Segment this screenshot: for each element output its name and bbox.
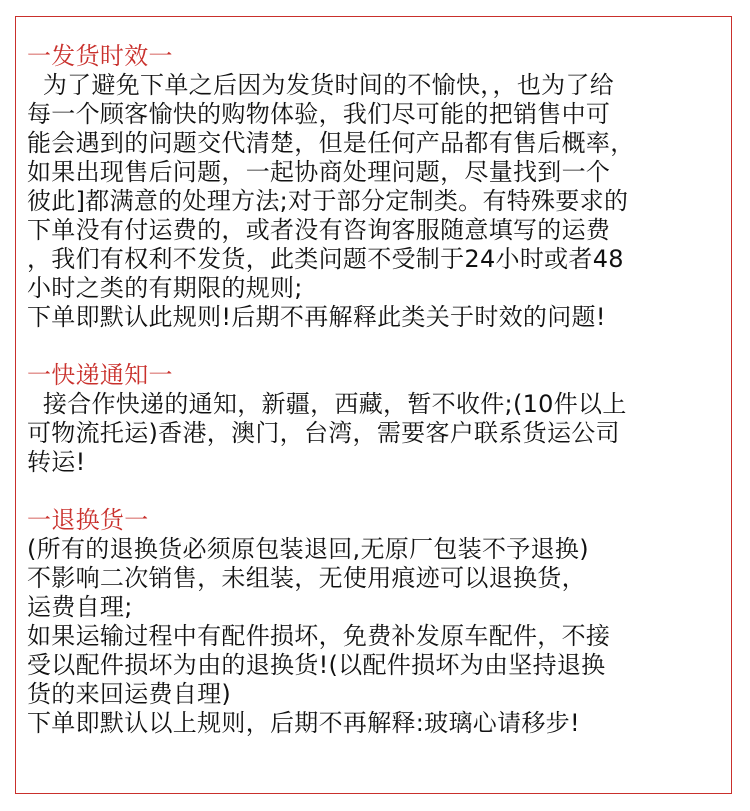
courier-text-line: 接合作快递的通知，新疆，西藏，暂不收件;(10件以上	[27, 390, 627, 418]
section-spacer	[27, 477, 727, 506]
returns-text-line: (所有的退换货必须原包装退回,无原厂包装不予退换)	[27, 535, 589, 563]
shipping-text-line: 为了避免下单之后因为发货时间的不愉快，，也为了给	[27, 71, 615, 99]
returns-text-line: 受以配件损坏为由的退换货!(以配件损坏为由坚持退换	[27, 651, 606, 679]
shipping-text-line: 能会遇到的问题交代清楚，但是任何产品都有售后概率，	[27, 129, 635, 157]
shipping-text-line: 如果出现售后问题，一起协商处理问题，尽量找到一个	[27, 158, 611, 186]
section-heading-shipping: 一发货时效一	[27, 42, 173, 70]
section-heading-courier: 一快递通知一	[27, 361, 173, 389]
shipping-text-line: 小时之类的有期限的规则;	[27, 274, 303, 302]
returns-text-line: 如果运输过程中有配件损坏，免费补发原车配件，不接	[27, 622, 611, 650]
returns-text-line: 货的来回运费自理)	[27, 680, 232, 708]
shipping-text-line: 下单即默认此规则!后期不再解释此类关于时效的问题!	[27, 303, 606, 331]
shipping-text-line: 每一个顾客愉快的购物体验，我们尽可能的把销售中可	[27, 100, 611, 128]
returns-text-line: 下单即默认以上规则，后期不再解释:玻璃心请移步!	[27, 709, 580, 737]
returns-text-line: 不影响二次销售，未组装，无使用痕迹可以退换货，	[27, 564, 586, 592]
section-heading-returns: 一退换货一	[27, 506, 149, 534]
courier-text-line: 可物流托运)香港，澳门，台湾，需要客户联系货运公司	[27, 419, 620, 447]
section-spacer	[27, 332, 727, 361]
shipping-text-line: 彼此]都满意的处理方法;对于部分定制类。有特殊要求的	[27, 187, 629, 215]
returns-text-line: 运费自理;	[27, 593, 133, 621]
notice-content	[27, 42, 727, 738]
shipping-text-line: ，我们有权利不发货，此类问题不受制于24小时或者48	[27, 245, 624, 273]
shipping-text-line: 下单没有付运费的，或者没有咨询客服随意填写的运费	[27, 216, 611, 244]
courier-text-line: 转运!	[27, 448, 86, 476]
